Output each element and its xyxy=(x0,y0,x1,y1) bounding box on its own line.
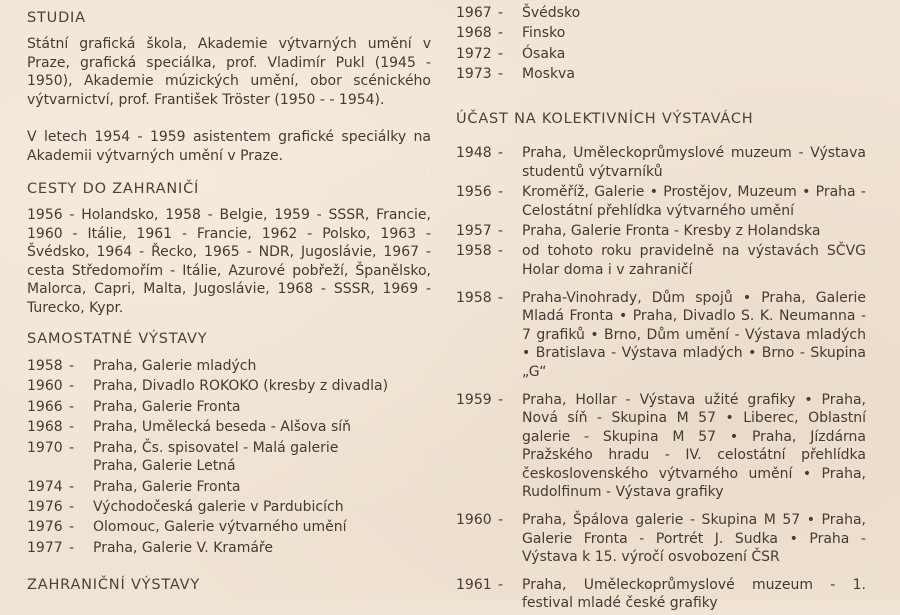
entry-dash: - xyxy=(498,512,504,529)
zahranicni-heading: ZAHRANIČNÍ VÝSTAVY xyxy=(27,577,201,593)
entry-dash: - xyxy=(498,289,504,306)
entry-dash: - xyxy=(498,5,504,21)
entry-text: Finsko xyxy=(522,25,566,42)
entry-year: 1957 xyxy=(456,222,492,239)
exhibition-entry xyxy=(456,144,866,181)
entry-year: 1958 xyxy=(456,243,492,260)
entry-dash: - xyxy=(498,25,504,42)
entry-year: 1973 xyxy=(456,66,492,83)
entry-text: Kroměříž, Galerie • Prostějov, Muzeum • Praha - Celostátní přehlídka výtvarného umění xyxy=(522,183,866,219)
entry-dash: - xyxy=(498,576,504,593)
exhibition-entry xyxy=(456,511,866,567)
entry-year: 1966 xyxy=(27,398,63,415)
exhibition-entry xyxy=(27,439,431,476)
exhibition-entry xyxy=(456,289,866,382)
entry-text: Praha, Galerie Fronta xyxy=(93,478,241,495)
entry-text: Praha, Galerie Fronta xyxy=(93,398,241,415)
entry-text: Švédsko xyxy=(522,5,581,21)
entry-dash: - xyxy=(69,358,75,374)
entry-dash: - xyxy=(498,183,504,200)
exhibition-entry xyxy=(456,24,866,43)
entry-text: Praha-Vinohrady, Dům spojů • Praha, Galerie Mladá Fronta • Praha, Divadlo S. K. Neumanna - 7 grafiků • Brno, Dům umění - Výstava mladých • Bratislava - Výstava mladých • Brno - Skupina „G“ xyxy=(522,289,866,380)
exhibition-entry xyxy=(456,183,866,220)
studia-paragraph-1: Státní grafická škola, Akademie výtvarných umění v Praze, grafická speciálka, prof. Vladimír Pukl (1945 - 1950), Akademie múzických umění, obor scénického výtvarnictví, prof. František Tröster (1950 - - 1954). xyxy=(27,36,431,108)
exhibition-entry xyxy=(456,576,866,613)
entry-text-line-2: Praha, Galerie Letná xyxy=(93,458,236,475)
entry-text: Praha, Uměleckoprůmyslové muzeum - 1. festival mladé české grafiky xyxy=(522,576,866,612)
entry-year: 1956 xyxy=(456,183,492,200)
zahranicni-list xyxy=(456,4,866,86)
entry-dash: - xyxy=(498,391,504,408)
entry-dash: - xyxy=(69,478,75,495)
entry-dash: - xyxy=(69,539,75,556)
entry-year: 1959 xyxy=(456,391,492,408)
entry-text: Praha, Galerie Fronta - Kresby z Holandska xyxy=(522,222,821,239)
entry-year: 1968 xyxy=(27,419,63,436)
cesty-paragraph: 1956 - Holandsko, 1958 - Belgie, 1959 - SSSR, Francie, 1960 - Itálie, 1961 - Francie, 1962 - Polsko, 1963 - Švédsko, 1964 - Řecko, 1965 - NDR, Jugoslávie, 1967 - cesta Středomořím - Itálie, Azurové pobřeží, Španělsko, Malorca, Capri, Malta, Jugoslávie, 1968 - SSSR, 1969 - Turecko, Kypr. xyxy=(27,207,431,316)
entry-dash: - xyxy=(498,145,504,161)
entry-year: 1976 xyxy=(27,498,63,515)
exhibition-entry xyxy=(27,498,431,517)
entry-dash: - xyxy=(69,398,75,415)
exhibition-entry xyxy=(27,518,431,537)
entry-year: 1970 xyxy=(27,439,63,456)
exhibition-entry xyxy=(27,539,431,558)
kolektivni-heading: ÚČAST NA KOLEKTIVNÍCH VÝSTAVÁCH xyxy=(456,111,754,127)
entry-year: 1948 xyxy=(456,145,492,161)
cesty-heading: CESTY DO ZAHRANIČÍ xyxy=(27,181,200,197)
exhibition-entry xyxy=(456,45,866,64)
entry-dash: - xyxy=(69,378,75,395)
studia-paragraph-2: V letech 1954 - 1959 asistentem grafické speciálky na Akademii výtvarných umění v Praze. xyxy=(27,129,431,164)
exhibition-entry xyxy=(27,398,431,417)
entry-text: Ósaka xyxy=(522,45,566,62)
entry-dash: - xyxy=(498,66,504,83)
studia-heading: STUDIA xyxy=(27,10,86,26)
entry-year: 1977 xyxy=(27,539,63,556)
exhibition-entry xyxy=(456,242,866,279)
exhibition-entry xyxy=(456,222,866,241)
entry-text: Praha, Špálova galerie - Skupina M 57 • Praha, Galerie Fronta - Portrét J. Sudka • Praha - Výstava k 15. výročí osvobození ČSR xyxy=(522,512,866,566)
exhibition-entry xyxy=(27,377,431,396)
exhibition-entry xyxy=(456,4,866,23)
entry-dash: - xyxy=(498,222,504,239)
entry-year: 1960 xyxy=(456,512,492,529)
entry-year: 1968 xyxy=(456,25,492,42)
entry-text: Východočeská galerie v Pardubicích xyxy=(93,498,344,515)
entry-text: Praha, Umělecká beseda - Alšova síň xyxy=(93,419,351,436)
entry-text: Praha, Hollar - Výstava užité grafiky • Praha, Nová síň - Skupina M 57 • Liberec, Oblastní galerie - Skupina M 57 • Praha, Jízdárna Pražského hradu - IV. celostátní přehlídka československého výtvarného umění • Praha, Rudolfinum - Výstava grafiky xyxy=(522,391,866,501)
entry-dash: - xyxy=(498,243,504,260)
entry-text: Praha, Galerie mladých xyxy=(93,358,257,374)
entry-text xyxy=(93,439,431,476)
samostatne-heading: SAMOSTATNÉ VÝSTAVY xyxy=(27,331,208,347)
entry-text: Olomouc, Galerie výtvarného umění xyxy=(93,519,347,536)
kolektivni-list xyxy=(456,144,866,615)
entry-year: 1974 xyxy=(27,478,63,495)
entry-text: Moskva xyxy=(522,66,575,83)
exhibition-entry xyxy=(456,65,866,84)
entry-dash: - xyxy=(69,519,75,536)
entry-text: Praha, Galerie V. Kramáře xyxy=(93,539,273,556)
samostatne-list xyxy=(27,357,431,559)
entry-year: 1976 xyxy=(27,519,63,536)
entry-year: 1961 xyxy=(456,576,492,593)
entry-year: 1972 xyxy=(456,45,492,62)
exhibition-entry xyxy=(27,418,431,437)
entry-text: Praha, Divadlo ROKOKO (kresby z divadla) xyxy=(93,378,389,395)
entry-dash: - xyxy=(69,498,75,515)
entry-year: 1958 xyxy=(27,358,63,374)
exhibition-entry xyxy=(456,391,866,503)
entry-dash: - xyxy=(69,439,75,456)
entry-dash: - xyxy=(498,45,504,62)
entry-text: od tohoto roku pravidelně na výstavách SČVG Holar doma i v zahraničí xyxy=(522,243,866,278)
exhibition-entry xyxy=(27,478,431,497)
entry-text: Praha, Uměleckoprůmyslové muzeum - Výstava studentů výtvarníků xyxy=(522,145,866,180)
entry-dash: - xyxy=(69,419,75,436)
entry-text-line-1: Praha, Čs. spisovatel - Malá galerie xyxy=(93,439,339,456)
entry-year: 1967 xyxy=(456,5,492,21)
entry-year: 1958 xyxy=(456,289,492,306)
entry-year: 1960 xyxy=(27,378,63,395)
exhibition-entry xyxy=(27,357,431,376)
